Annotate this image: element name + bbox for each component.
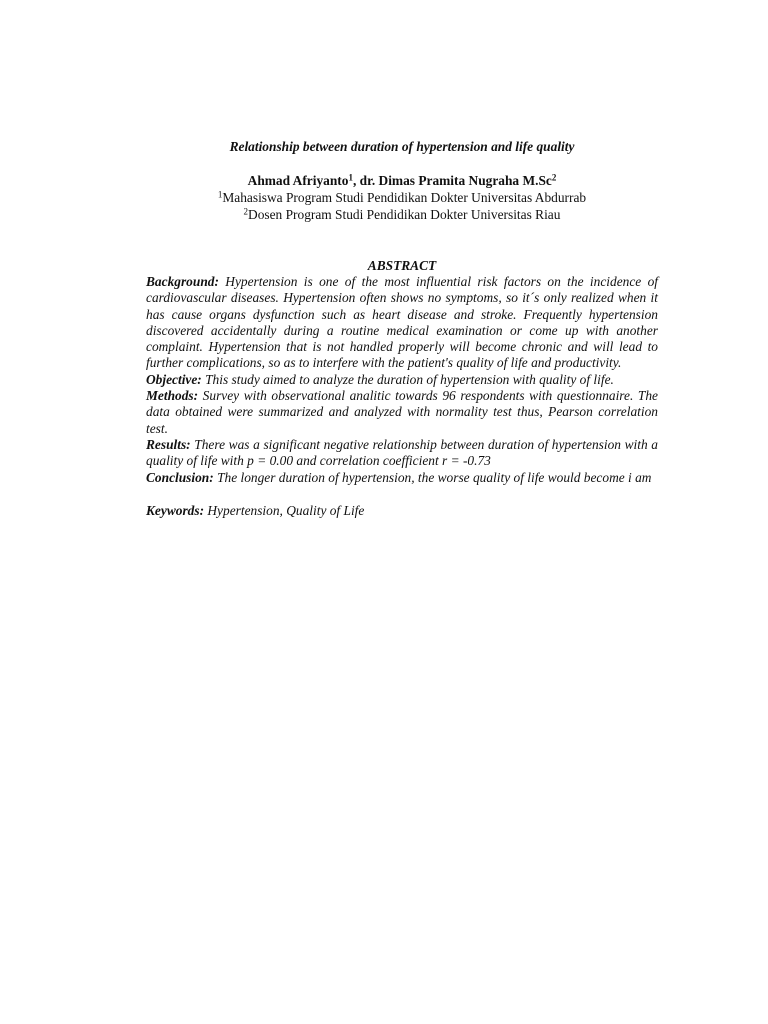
abstract-heading: ABSTRACT [367, 258, 437, 273]
affiliation-superscript: 2 [243, 206, 249, 217]
section-text: Hypertension is one of the most influential risk factors on the incidence of cardiovascular diseases. Hypertension often shows no symptoms, so it´s only realized when it has cause organs dysfunction such as heart disease and stroke. Frequently hypertension discovered accidentally during a routine medical examination or come up with another complaint. Hypertension that is not handled properly will become chronic and will lead to further complications, so as to interfere with the patient's quality of life and productivity. [146, 274, 658, 371]
section-text: This study aimed to analyze the duration of hypertension with quality of life. [201, 371, 614, 387]
paper-title: Relationship between duration of hypertension and life quality [229, 139, 575, 154]
author-separator: , [352, 173, 360, 188]
affiliation-superscript: 1 [217, 189, 223, 200]
section-text: The longer duration of hypertension, the worse quality of life would become i am [213, 469, 652, 485]
keywords-text: Hypertension, Quality of Life [204, 502, 365, 518]
affiliation-2 [146, 206, 658, 223]
author-name: dr. Dimas Pramita Nugraha M.Sc [359, 173, 552, 188]
abstract-background [146, 274, 658, 372]
section-label: Conclusion: [146, 469, 214, 485]
section-text: There was a significant negative relationship between duration of hypertension with a quality of life with p = 0.00 and correlation coefficient r = -0.73 [146, 436, 658, 469]
section-text: Survey with observational analitic towards 96 respondents with questionnaire. The data obtained were summarized and analyzed with normality test thus, Pearson correlation test. [146, 388, 658, 436]
affiliation-text: Mahasiswa Program Studi Pendidikan Dokter Universitas Abdurrab [222, 190, 587, 205]
author-superscript: 2 [551, 172, 557, 183]
keywords-label: Keywords: [146, 502, 205, 518]
section-label: Objective: [146, 371, 202, 387]
affiliation-1 [146, 189, 658, 206]
affiliation-text: Dosen Program Studi Pendidikan Dokter Universitas Riau [248, 207, 561, 222]
abstract-objective [146, 372, 658, 388]
keywords-line [146, 503, 658, 519]
abstract-methods [146, 388, 658, 437]
section-label: Methods: [146, 388, 199, 404]
author-line [146, 172, 658, 189]
section-label: Background: [146, 274, 219, 289]
author-name: Ahmad Afriyanto [247, 173, 349, 188]
abstract-results [146, 437, 658, 470]
abstract-conclusion [146, 470, 658, 486]
author-superscript: 1 [348, 172, 353, 183]
section-label: Results: [146, 436, 191, 452]
paper-page [146, 138, 658, 519]
